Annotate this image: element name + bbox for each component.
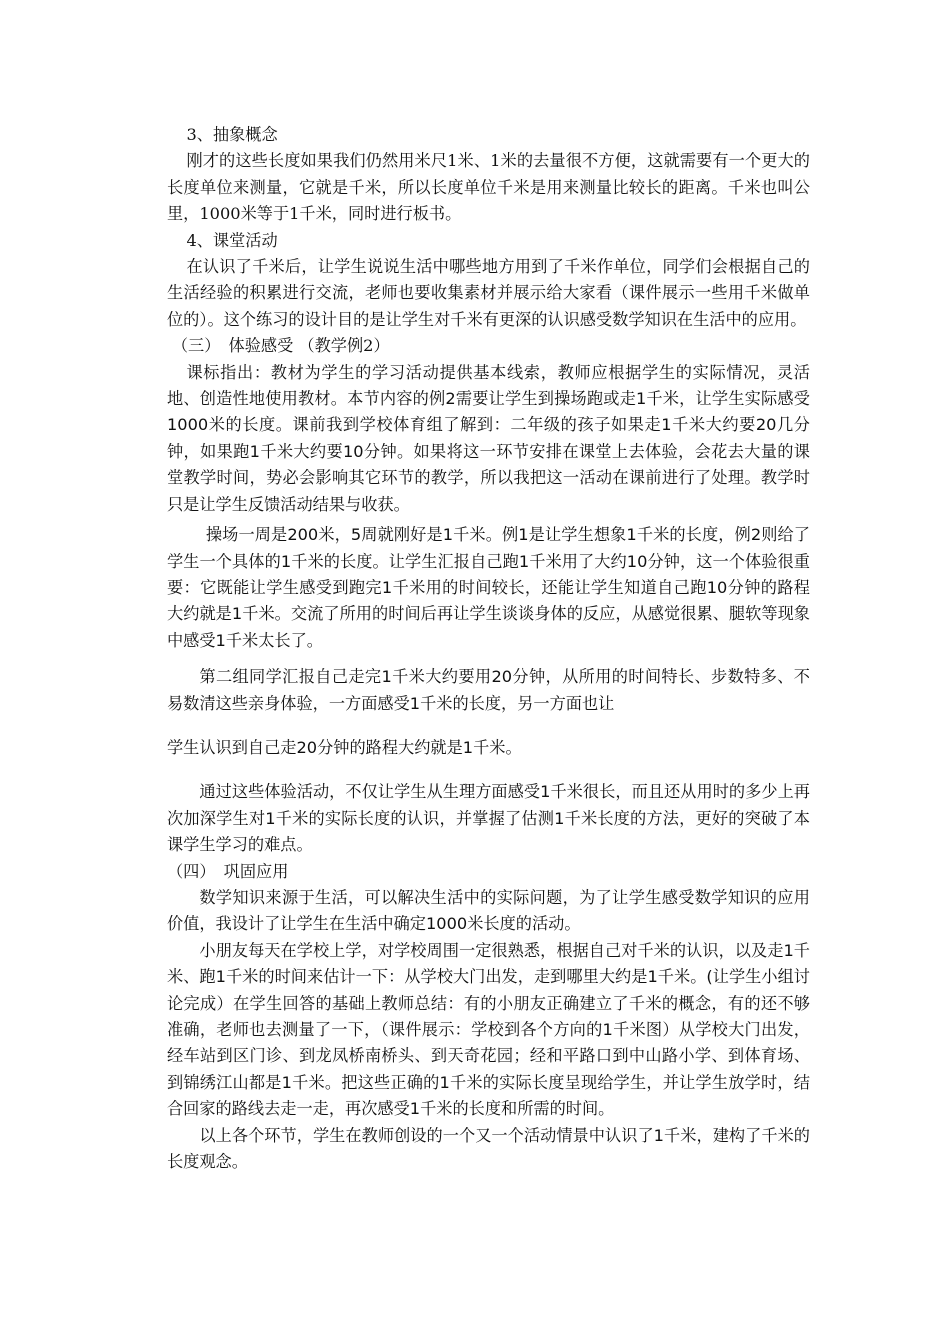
document-page xyxy=(167,122,810,1175)
heading-section-four: （四） 巩固应用 xyxy=(167,861,289,881)
heading-class-activity: 4、课堂活动 xyxy=(186,230,278,250)
paragraph-second-group-cont: 学生认识到自己走20分钟的路程大约就是1千米。 xyxy=(167,737,522,757)
paragraph-conclusion: 以上各个环节，学生在教师创设的一个又一个活动情景中认识了1千米，建构了千米的长度观念。 xyxy=(167,1125,810,1172)
paragraph-school-surroundings: 小朋友每天在学校上学，对学校周围一定很熟悉，根据自己对千米的认识，以及走1千米、跑1千米的时间来估计一下：从学校大门出发，走到哪里大约是1千米。(让学生小组讨论完成）在学生回答的基础上教师总结：有的小朋友正确建立了千米的概念，有的还不够准确，老师也去测量了一下，（课件展示：学校到各个方向的1千米图）从学校大门出发，经车站到区门诊、到龙凤桥南桥头、到天奇花园；经和平路口到中山路小学、到体育场、到锦绣江山都是1千米。把这些正确的1千米的实际长度呈现给学生，并让学生放学时，结合回家的路线去走一走，再次感受1千米的长度和所需的时间。 xyxy=(167,940,810,1119)
paragraph-abstract-concept: 刚才的这些长度如果我们仍然用米尺1米、1米的去量很不方便，这就需要有一个更大的长度单位来测量，它就是千米，所以长度单位千米是用来测量比较长的距离。千米也叫公里，1000米等于1千米，同时进行板书。 xyxy=(167,151,810,224)
paragraph-playground-lap: 操场一周是200米，5周就刚好是1千米。例1是让学生想象1千米的长度，例2则给了学生一个具体的1千米的长度。让学生汇报自己跑1千米用了大约10分钟，这一个体验很重要：它既能让学生感受到跑完1千米用的时间较长，还能让学生知道自己跑10分钟的路程大约就是1千米。交流了所用的时间后再让学生谈谈身体的反应，从感觉很累、腿软等现象中感受1千米太长了。 xyxy=(167,525,810,650)
paragraph-class-activity: 在认识了千米后，让学生说说生活中哪些地方用到了千米作单位，同学们会根据自己的生活经验的积累进行交流，老师也要收集素材并展示给大家看（课件展示一些用千米做单位的）。这个练习的设计目的是让学生对千米有更深的认识感受数学知识在生活中的应用。 xyxy=(167,257,810,329)
paragraph-curriculum-standard: 课标指出：教材为学生的学习活动提供基本线索，教师应根据学生的实际情况，灵活地、创造性地使用教材。本节内容的例2需要让学生到操场跑或走1千米，让学生实际感受1000米的长度。课前我到学校体育组了解到：二年级的孩子如果走1千米大约要20几分钟，如果跑1千米大约要10分钟。如果将这一环节安排在课堂上去体验，会花去大量的课堂教学时间，势必会影响其它环节的教学，所以我把这一活动在课前进行了处理。教学时只是让学生反馈活动结果与收获。 xyxy=(167,362,810,514)
heading-abstract-concept: 3、抽象概念 xyxy=(186,125,278,144)
paragraph-second-group: 第二组同学汇报自己走完1千米大约要用20分钟，从所用的时间特长、步数特多、不易数清这些亲身体验，一方面感受1千米的长度，另一方面也让 xyxy=(167,667,810,713)
paragraph-math-from-life: 数学知识来源于生活，可以解决生活中的实际问题，为了让学生感受数学知识的应用价值，我设计了让学生在生活中确定1000米长度的活动。 xyxy=(167,887,810,934)
heading-section-three: （三） 体验感受 （教学例2） xyxy=(171,336,390,356)
paragraph-experience-summary: 通过这些体验活动，不仅让学生从生理方面感受1千米很长，而且还从用时的多少上再次加深学生对1千米的实际长度的认识，并掌握了估测1千米长度的方法，更好的突破了本课学生学习的难点。 xyxy=(167,782,810,855)
